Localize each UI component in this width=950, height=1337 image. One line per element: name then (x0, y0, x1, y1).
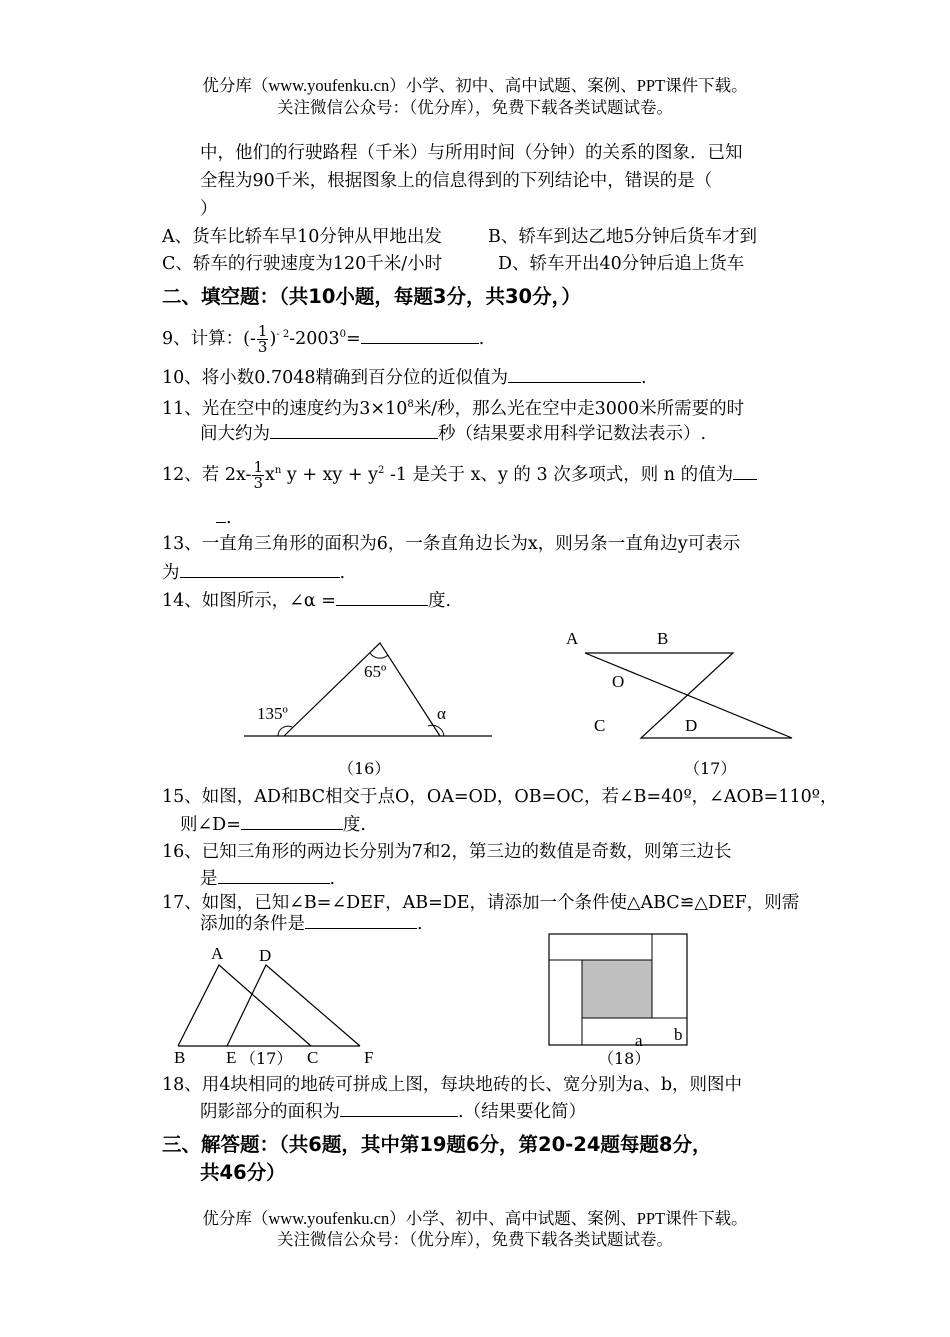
fig17b-label-b: B (174, 1048, 186, 1067)
q11-exp: 8 (407, 399, 414, 410)
q17-end: . (417, 914, 423, 934)
q8-line-1: 中，他们的行驶路程（千米）与所用时间（分钟）的关系的图象．已知 (200, 143, 743, 163)
q12-d: -1 是关于 x、y 的 3 次多项式，则 n 的值为 (384, 464, 734, 485)
q12-c: y + xy + y (281, 464, 378, 485)
fig17a-label-c: C (594, 716, 606, 735)
q12-b: x (265, 464, 275, 485)
q9-open: (- (243, 328, 256, 349)
header-line-2: 关注微信公众号：（优分库），免费下载各类试题试卷。 (277, 98, 673, 117)
fig17b-caption: （17） (240, 1049, 293, 1068)
q11-line-2b: 秒（结果要求用科学记数法表示）. (438, 424, 707, 444)
fig16-alpha: α (437, 704, 446, 723)
q17-line-1: 17、如图，已知∠B=∠DEF，AB=DE，请添加一个条件使△ABC≌△DEF，则需 (162, 893, 800, 913)
q9-fraction-num: 1 (257, 321, 268, 340)
fig18-shaded-square (582, 960, 652, 1018)
fig18-caption: （18） (598, 1049, 651, 1068)
q12-sup-n: n (274, 465, 282, 476)
fig17a-label-a: A (566, 629, 579, 648)
q15-line-2a: 则∠D= (180, 815, 241, 835)
q9-exp2: 0 (339, 329, 347, 340)
q9-prefix: 9、计算： (162, 328, 244, 349)
fig17a-label-d: D (685, 716, 698, 735)
q9-fraction-den: 3 (257, 337, 268, 356)
q18-line-2a: 阴影部分的面积为 (200, 1102, 340, 1122)
section-3-title-line-2: 共46分） (200, 1161, 286, 1184)
fig18-label-b: b (674, 1025, 683, 1044)
footer-line-1: 优分库（www.youfenku.cn）小学、初中、高中试题、案例、PPT课件下载。 (202, 1209, 748, 1228)
q11-line-1a: 11、光在空中的速度约为3×10 (162, 398, 408, 419)
q13-line-2a: 为 (162, 563, 180, 583)
q15-line-1: 15、如图，AD和BC相交于点O，OA=OD，OB=OC，若∠B=40º，∠AOB=110º， (162, 787, 838, 807)
q8-option-c: C、轿车的行驶速度为120千米/小时 (162, 254, 443, 274)
q12-sup-2: 2 (378, 465, 385, 476)
fig17b-label-c: C (307, 1048, 319, 1067)
q16-end: . (329, 869, 336, 889)
q18-line-2b: .（结果要化简） (458, 1102, 587, 1122)
q8-line-3: ） (200, 199, 218, 219)
footer-line-2: 关注微信公众号：（优分库），免费下载各类试题试卷。 (277, 1230, 673, 1249)
q9-end: . (478, 328, 485, 349)
section-2-title: 二、填空题：（共10小题，每题3分，共30分，） (162, 285, 581, 308)
fig17a-label-b: B (657, 629, 669, 648)
q18-answer-blank[interactable] (340, 1098, 458, 1117)
q10-text: 10、将小数0.7048精确到百分位的近似值为 (162, 368, 508, 388)
header-line-1: 优分库（www.youfenku.cn）小学、初中、高中试题、案例、PPT课件下载。 (202, 76, 748, 95)
fig17b-label-f: F (364, 1048, 374, 1067)
fig16-angle-65: 65º (364, 662, 387, 681)
q14-b: 度. (427, 591, 452, 611)
q9-close: ) (269, 328, 277, 349)
q18-line-1: 18、用4块相同的地砖可拼成上图，每块地砖的长、宽分别为a、b，则图中 (162, 1075, 743, 1095)
q8-option-a: A、货车比轿车早10分钟从甲地出发 (162, 227, 442, 247)
q8-option-b: B、轿车到达乙地5分钟后货车才到 (488, 227, 757, 247)
q8-option-d: D、轿车开出40分钟后追上货车 (498, 254, 745, 274)
q15-line-2b: 度. (342, 815, 366, 835)
q11-line-2a: 间大约为 (200, 424, 270, 444)
q9-minus: - (289, 328, 296, 349)
q16-line-1: 16、已知三角形的两边长分别为7和2，第三边的数值是奇数，则第三边长 (162, 842, 732, 862)
q17-line-2a: 添加的条件是 (200, 914, 305, 934)
q13-line-1: 13、一直角三角形的面积为6，一条直角边长为x，则另条一直角边y可表示 (162, 534, 741, 554)
q13-end: . (339, 563, 346, 583)
fig17b-label-e: E (226, 1048, 237, 1067)
q14-a: 14、如图所示，∠α = (162, 591, 336, 611)
q9-exp1: - 2 (276, 329, 290, 340)
q12-fraction-num: 1 (253, 457, 263, 476)
fig17a-label-o: O (612, 672, 625, 691)
q16-line-2a: 是 (200, 869, 218, 889)
q10-end: . (641, 368, 647, 388)
fig16-angle-135: 135º (257, 704, 288, 723)
fig18-label-a: a (635, 1031, 643, 1050)
fig17b-label-d: D (259, 946, 272, 965)
q18-line-2 (200, 1098, 586, 1125)
q11-line-1b: 米/秒，那么光在空中走3000米所需要的时 (413, 398, 745, 419)
q8-line-2: 全程为90千米，根据图象上的信息得到的下列结论中，错误的是（ (200, 171, 713, 191)
q12-end: . (226, 508, 232, 528)
fig16-caption: （16） (338, 759, 391, 778)
fig17a-caption: （17） (684, 759, 737, 778)
q9-equals: = (346, 328, 361, 349)
fig17b-label-a: A (211, 944, 224, 963)
q12-a: 12、若 2x- (162, 464, 252, 485)
q12-fraction-den: 3 (253, 473, 263, 492)
section-3-title-line-1: 三、解答题：（共6题，其中第19题6分，第20-24题每题8分， (162, 1133, 712, 1156)
q9-base: 2003 (295, 328, 340, 349)
